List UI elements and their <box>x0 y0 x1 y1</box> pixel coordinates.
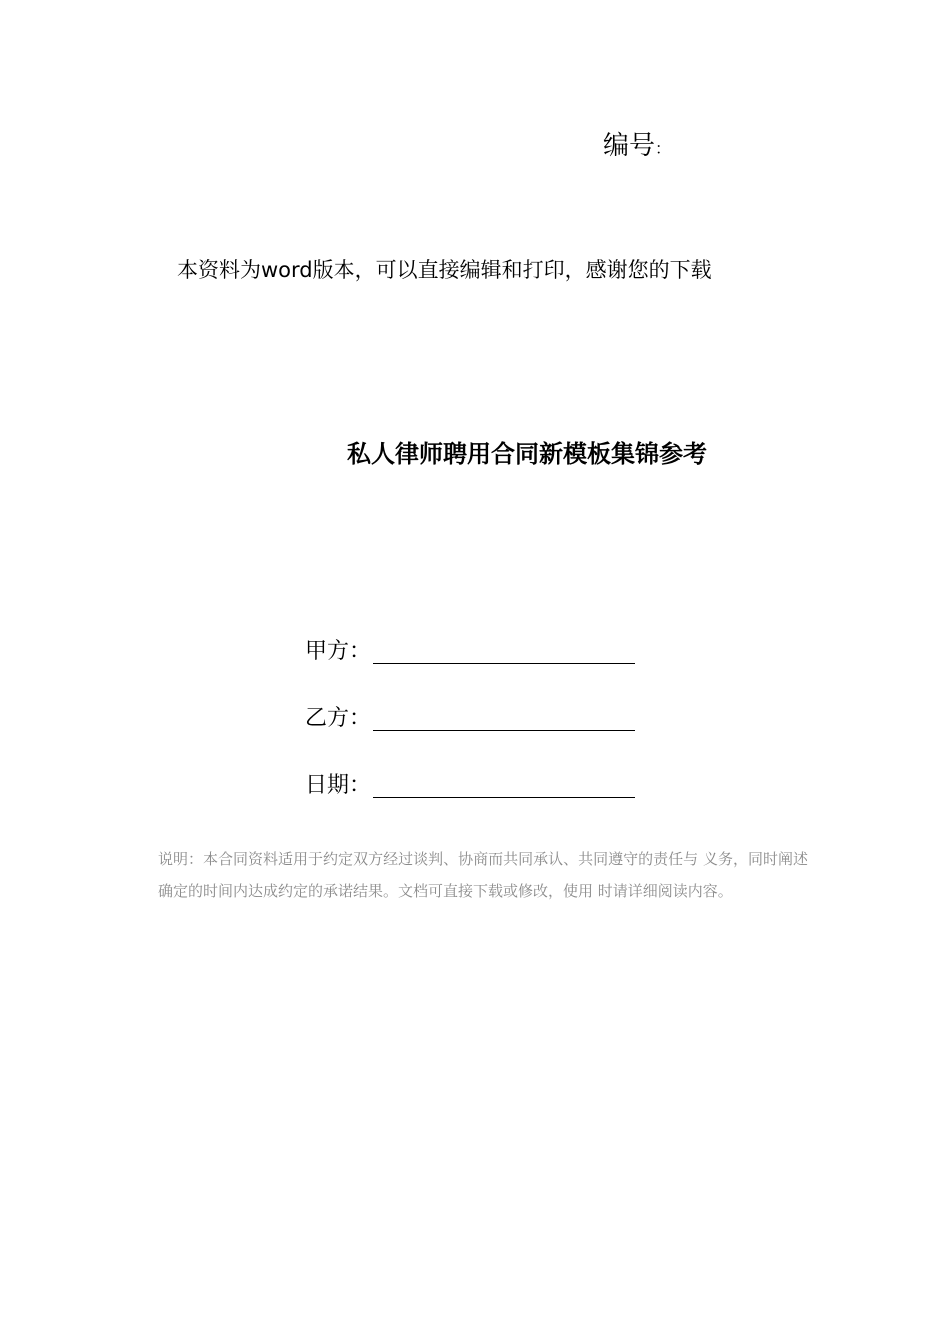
party-b-label: 乙方： <box>305 706 372 731</box>
serial-label: 编号 <box>603 131 656 161</box>
serial-colon: ： <box>655 139 672 158</box>
serial-number <box>603 128 671 167</box>
date-blank-line <box>373 773 635 798</box>
party-a-field <box>305 636 635 668</box>
date-field <box>305 770 635 802</box>
party-b-field <box>305 703 635 735</box>
party-a-blank-line <box>373 639 635 664</box>
date-label: 日期： <box>305 773 372 798</box>
document-title: 私人律师聘用合同新模板集锦参考 <box>347 440 707 468</box>
description-paragraph: 说明：本合同资料适用于约定双方经过谈判、协商而共同承认、共同遵守的责任与 义务，同时阐述确定的时间内达成约定的承诺结果。文档可直接下载或修改，使用 时请详细阅读内容。 <box>158 850 808 900</box>
party-a-label: 甲方： <box>305 639 372 664</box>
party-b-blank-line <box>373 706 635 731</box>
download-notice: 本资料为word版本，可以直接编辑和打印，感谢您的下载 <box>177 258 712 282</box>
